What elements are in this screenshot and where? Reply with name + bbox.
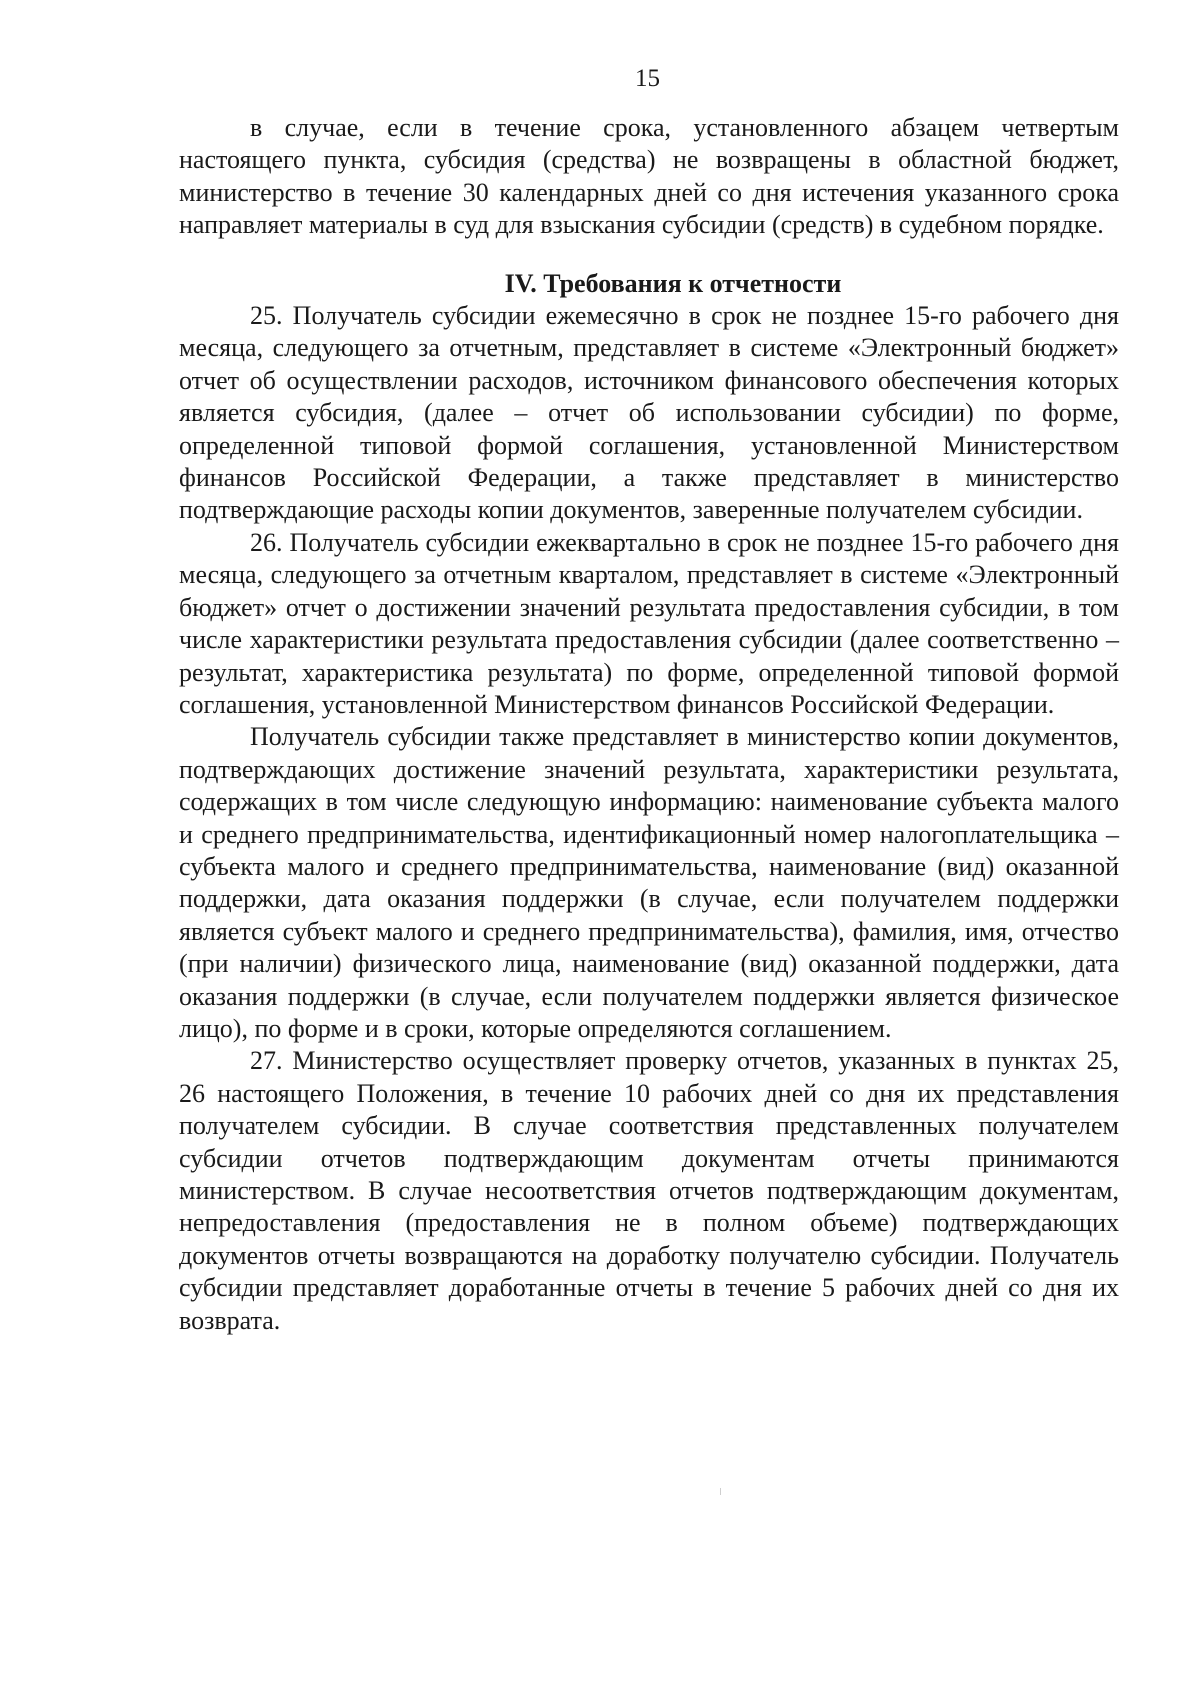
paragraph-27: 27. Министерство осуществляет проверку отчетов, указанных в пунктах 25, 26 настоящего Положения, в течение 10 рабочих дней со дня их представления получателем субсидии. В случае соответствия представленных получателем субсидии отчетов подтверждающим документам отчеты принимаются министерством. В случае несоответствия отчетов подтверждающим документам, непредоставления (предоставления не в полном объеме) подтверждающих документов отчеты возвращаются на доработку получателю субсидии. Получатель субсидии представляет доработанные отчеты в течение 5 рабочих дней со дня их возврата. bbox=[179, 1046, 1119, 1335]
paragraph-continuation: в случае, если в течение срока, установленного абзацем четвертым настоящего пункта, субсидия (средства) не возвращены в областной бюджет, министерство в течение 30 календарных дней со дня истечения указанного срока направляет материалы в суд для взыскания субсидии (средств) в судебном порядке. bbox=[179, 113, 1119, 240]
paragraph-26: 26. Получатель субсидии ежеквартально в срок не позднее 15-го рабочего дня месяца, следующего за отчетным кварталом, представляет в системе «Электронный бюджет» отчет о достижении значений результата предоставления субсидии, в том числе характеристики результата предоставления субсидии (далее соответственно – результат, характеристика результата) по форме, определенной типовой формой соглашения, установленной Министерством финансов Российской Федерации. bbox=[179, 527, 1119, 719]
paragraph-25: 25. Получатель субсидии ежемесячно в срок не позднее 15-го рабочего дня месяца, следующего за отчетным, представляет в системе «Электронный бюджет» отчет об осуществлении расходов, источником финансового обеспечения которых является субсидия, (далее – отчет об использовании субсидии) по форме, определенной типовой формой соглашения, установленной Министерством финансов Российской Федерации, а также представляет в министерство подтверждающие расходы копии документов, заверенные получателем субсидии. bbox=[179, 301, 1119, 525]
section-heading: IV. Требования к отчетности bbox=[504, 268, 842, 298]
paragraph-26-continued: Получатель субсидии также представляет в министерство копии документов, подтверждающих достижение значений результата, характеристики результата, содержащих в том числе следующую информацию: наименование субъекта малого и среднего предпринимательства, идентификационный номер налогоплательщика – субъекта малого и среднего предпринимательства, наименование (вид) оказанной поддержки, дата оказания поддержки (в случае, если получателем поддержки является субъект малого и среднего предпринимательства), фамилия, имя, отчество (при наличии) физического лица, наименование (вид) оказанной поддержки, дата оказания поддержки (в случае, если получателем поддержки является физическое лицо), по форме и в сроки, которые определяются соглашением. bbox=[179, 722, 1119, 1043]
scan-artifact-mark bbox=[720, 1488, 721, 1495]
document-body bbox=[179, 112, 1119, 1337]
page-number: 15 bbox=[635, 65, 660, 92]
